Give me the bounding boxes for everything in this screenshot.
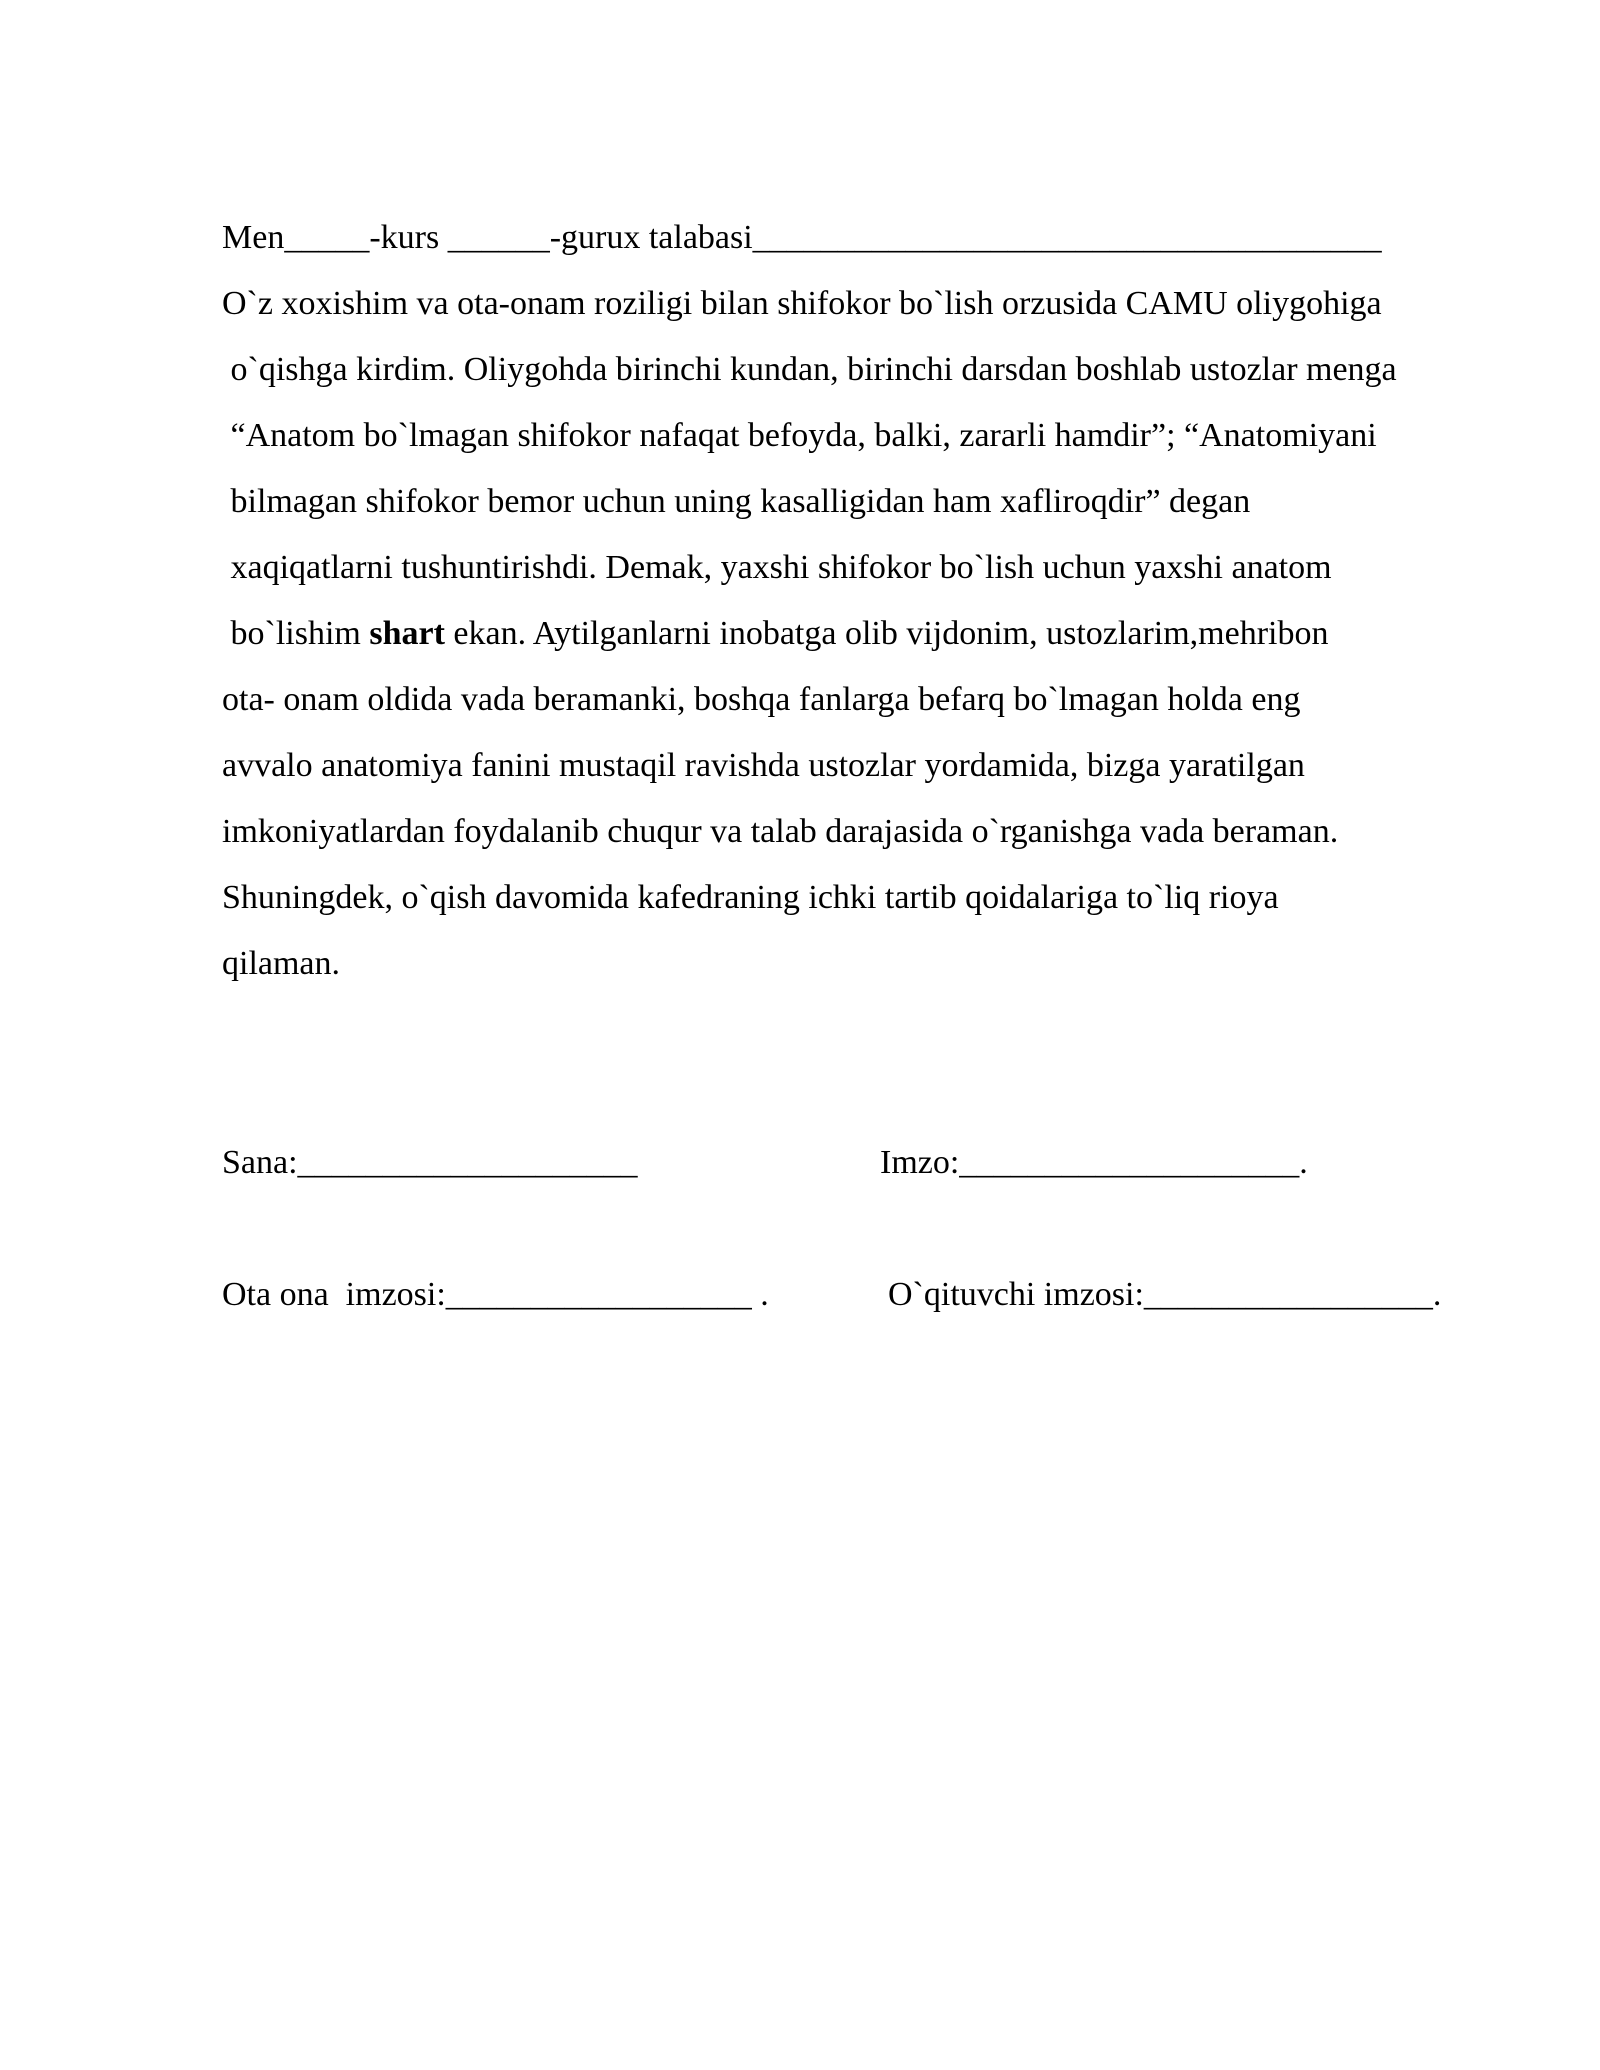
text-run: bo`lishim (222, 615, 370, 652)
signature-field: Imzo:____________________. (880, 1144, 1308, 1181)
paragraph-line: o`qishga kirdim. Oliygohda birinchi kundan, birinchi darsdan boshlab ustozlar menga (222, 351, 1397, 388)
text-run: ekan. Aytilganlarni inobatga olib vijdonim, ustozlarim,mehribon (444, 615, 1329, 652)
paragraph-line: Shuningdek, o`qish davomida kafedraning ichki tartib qoidalariga to`liq rioya (222, 879, 1279, 916)
paragraph-line (222, 614, 1328, 654)
paragraph-line: avvalo anatomiya fanini mustaqil ravishda ustozlar yordamida, bizga yaratilgan (222, 747, 1305, 784)
date-field: Sana:____________________ (222, 1144, 638, 1181)
teacher-signature-field: O`qituvchi imzosi:_________________. (888, 1276, 1442, 1313)
paragraph-line: O`z xoxishim va ota-onam roziligi bilan shifokor bo`lish orzusida CAMU oliygohiga (222, 285, 1382, 322)
parent-signature-field: Ota ona imzosi:__________________ . (222, 1276, 769, 1313)
paragraph-line: ota- onam oldida vada beramanki, boshqa fanlarga befarq bo`lmagan holda eng (222, 681, 1301, 718)
paragraph-line: “Anatom bo`lmagan shifokor nafaqat befoyda, balki, zararli hamdir”; “Anatomiyani (222, 417, 1377, 454)
paragraph-line: imkoniyatlardan foydalanib chuqur va talab darajasida o`rganishga vada beraman. (222, 813, 1339, 850)
paragraph-line: qilaman. (222, 945, 341, 982)
bold-word: shart (369, 615, 445, 652)
paragraph-line: xaqiqatlarni tushuntirishdi. Demak, yaxshi shifokor bo`lish uchun yaxshi anatom (222, 549, 1332, 586)
student-info-line: Men_____-kurs ______-gurux talabasi_____________________________________ (222, 219, 1382, 256)
paragraph-line: bilmagan shifokor bemor uchun uning kasalligidan ham xafliroqdir” degan (222, 483, 1251, 520)
